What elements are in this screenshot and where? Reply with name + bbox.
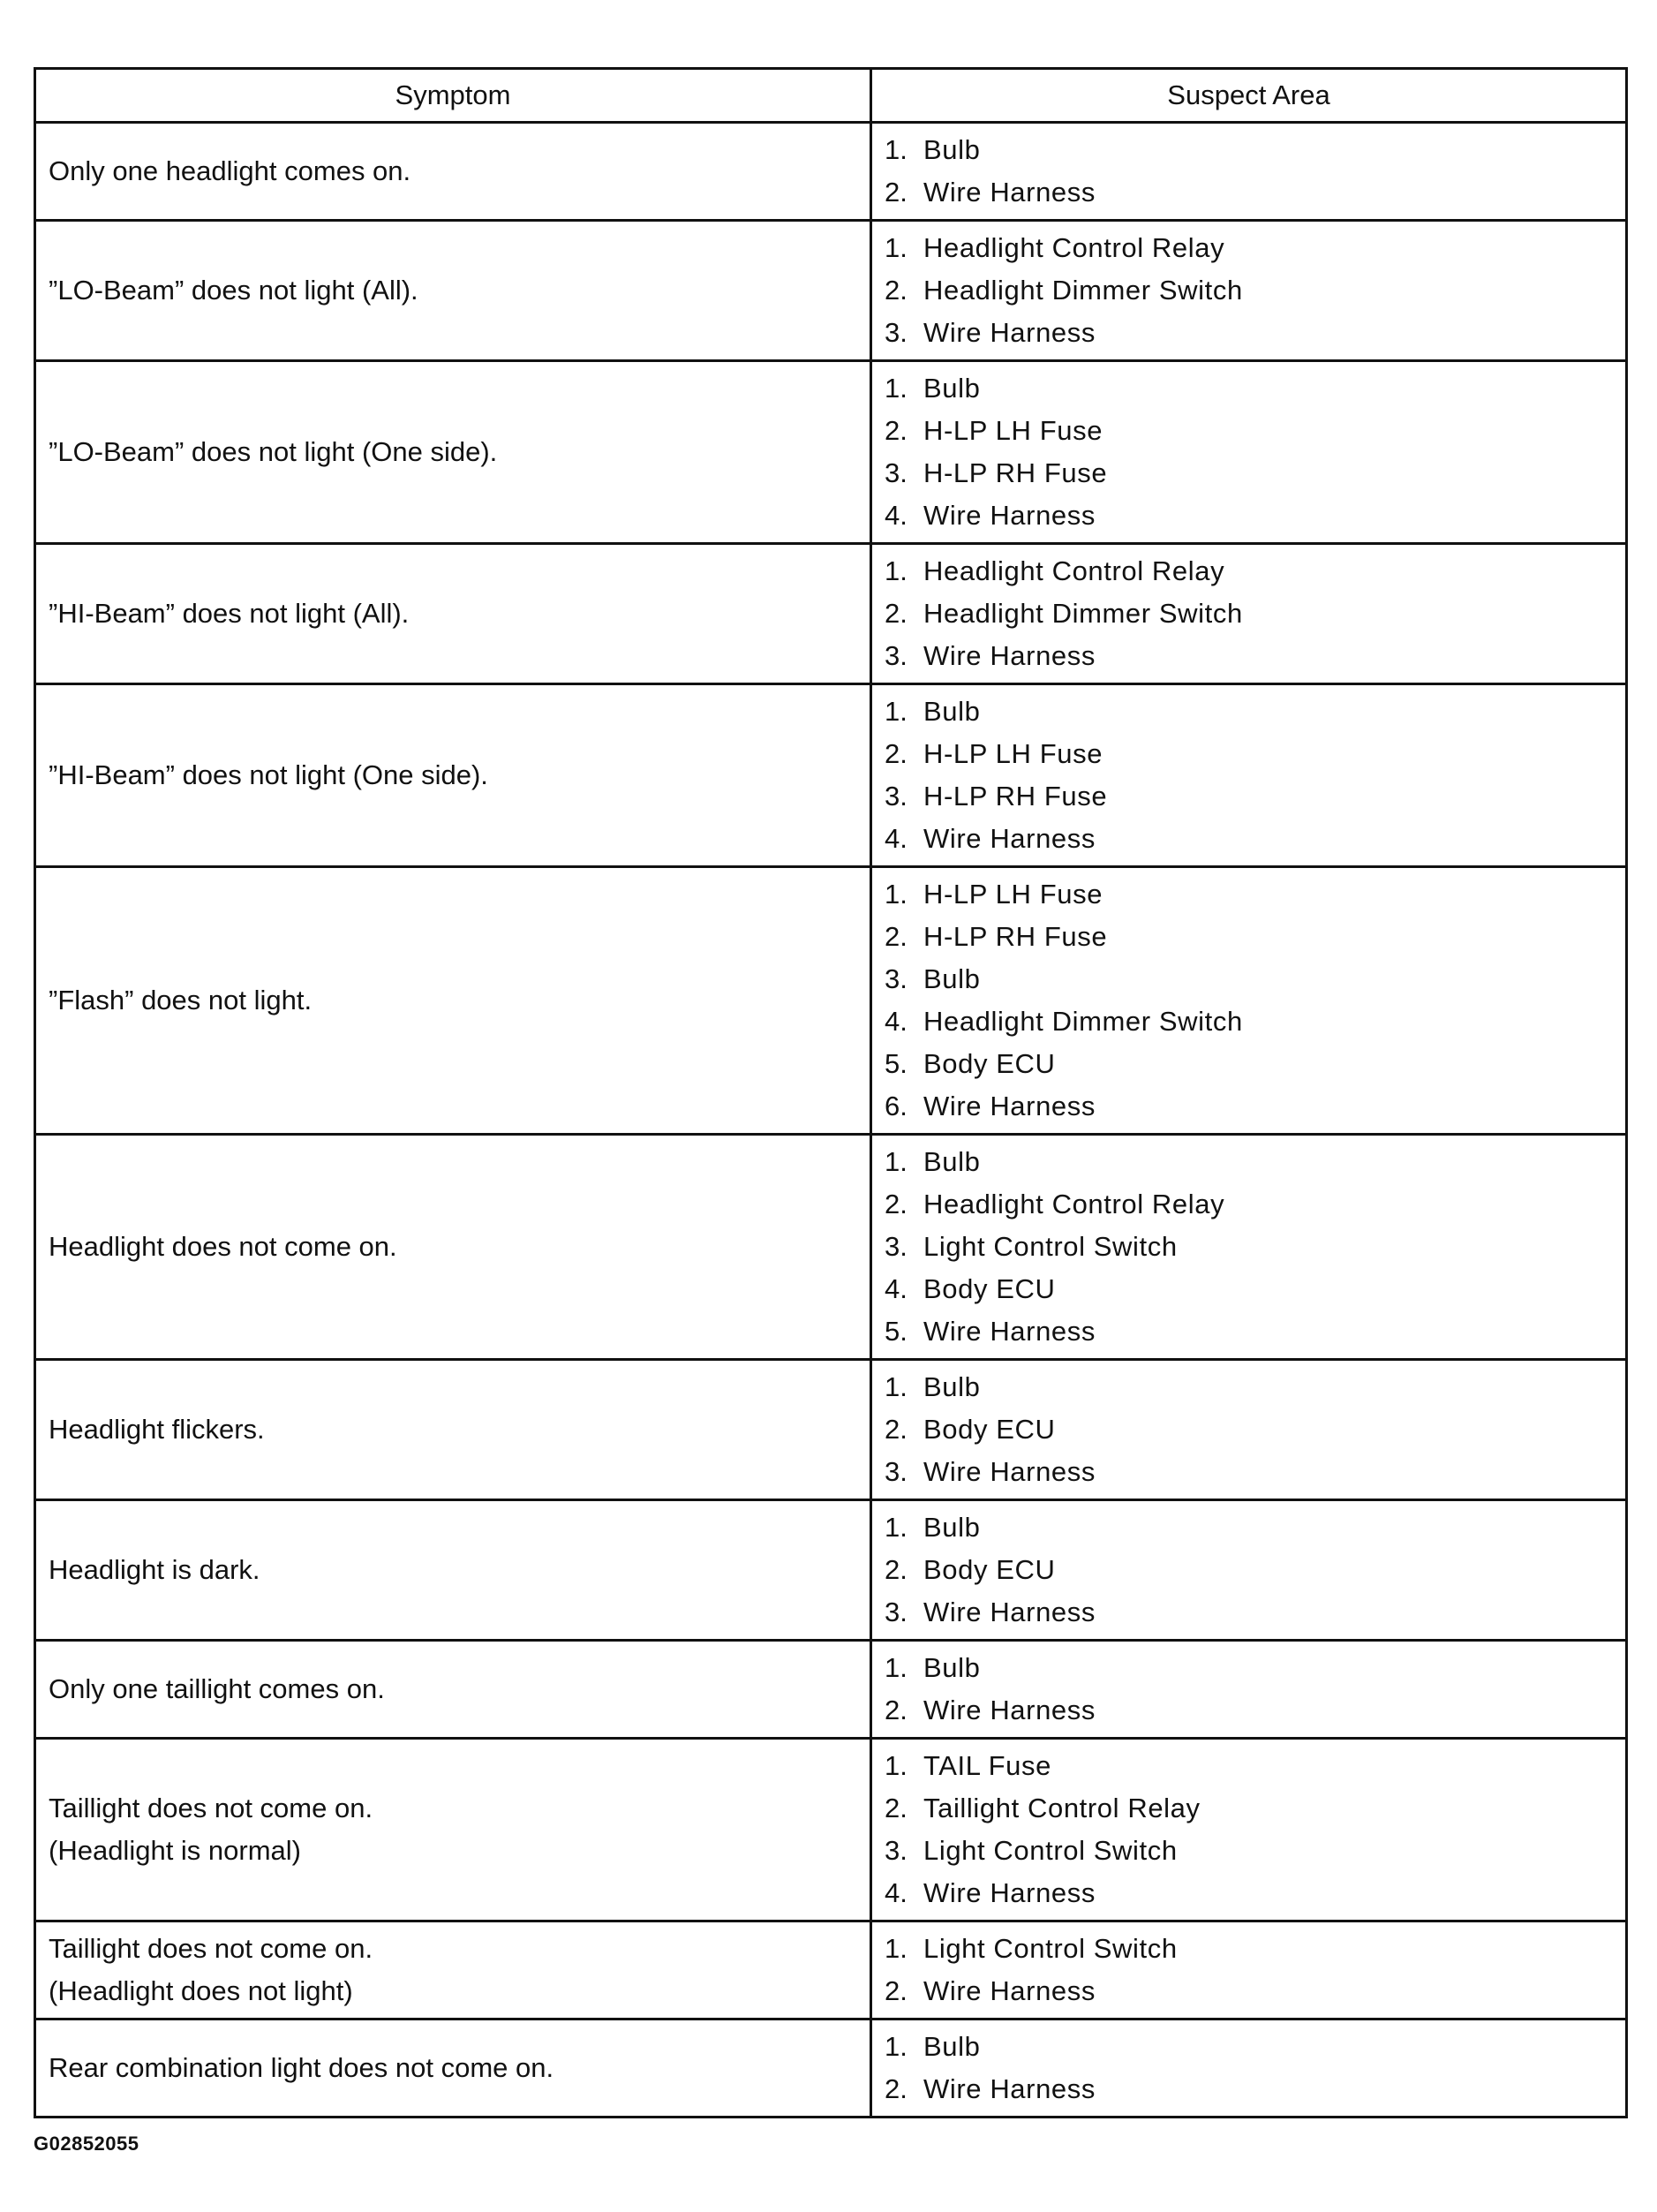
suspect-item bbox=[885, 269, 1613, 312]
suspect-number: 3. bbox=[885, 1835, 908, 1866]
suspect-text: Wire Harness bbox=[923, 177, 1096, 208]
suspect-list bbox=[885, 1647, 1613, 1732]
suspect-number: 2. bbox=[885, 1189, 908, 1219]
suspect-text: TAIL Fuse bbox=[923, 1750, 1051, 1781]
suspect-number: 3. bbox=[885, 640, 908, 671]
suspect-area-cell bbox=[871, 1360, 1627, 1500]
suspect-number: 1. bbox=[885, 2031, 908, 2062]
suspect-text: Bulb bbox=[923, 134, 981, 165]
suspect-text: H-LP RH Fuse bbox=[923, 781, 1108, 812]
suspect-item bbox=[885, 312, 1613, 354]
symptom-text: (Headlight does not light) bbox=[49, 1975, 353, 2006]
suspect-text: Bulb bbox=[923, 696, 981, 727]
suspect-number: 2. bbox=[885, 1414, 908, 1445]
suspect-item bbox=[885, 1366, 1613, 1408]
suspect-text: Wire Harness bbox=[923, 823, 1096, 854]
table-row bbox=[35, 1921, 1627, 2019]
suspect-text: H-LP RH Fuse bbox=[923, 457, 1108, 488]
symptom-text: Headlight flickers. bbox=[49, 1414, 265, 1445]
suspect-area-cell bbox=[871, 867, 1627, 1135]
suspect-list bbox=[885, 691, 1613, 860]
suspect-number: 1. bbox=[885, 879, 908, 910]
suspect-item bbox=[885, 1970, 1613, 2012]
suspect-text: H-LP LH Fuse bbox=[923, 738, 1103, 769]
suspect-number: 5. bbox=[885, 1048, 908, 1079]
suspect-number: 1. bbox=[885, 1652, 908, 1683]
suspect-list bbox=[885, 1141, 1613, 1353]
suspect-item bbox=[885, 1310, 1613, 1353]
suspect-number: 4. bbox=[885, 1273, 908, 1304]
suspect-item bbox=[885, 1591, 1613, 1634]
suspect-number: 1. bbox=[885, 1146, 908, 1177]
symptom-cell bbox=[35, 1360, 871, 1500]
symptom-cell bbox=[35, 361, 871, 544]
symptom-cell bbox=[35, 1135, 871, 1360]
symptom-text: ”HI-Beam” does not light (One side). bbox=[49, 759, 488, 790]
suspect-item bbox=[885, 1872, 1613, 1914]
suspect-item bbox=[885, 1085, 1613, 1128]
suspect-text: Wire Harness bbox=[923, 1975, 1096, 2006]
suspect-text: Headlight Dimmer Switch bbox=[923, 598, 1243, 629]
suspect-item bbox=[885, 1141, 1613, 1183]
suspect-number: 3. bbox=[885, 457, 908, 488]
suspect-item bbox=[885, 775, 1613, 818]
symptom-text: ”LO-Beam” does not light (One side). bbox=[49, 436, 498, 467]
suspect-number: 4. bbox=[885, 823, 908, 854]
suspect-number: 4. bbox=[885, 1877, 908, 1908]
suspect-list bbox=[885, 1506, 1613, 1634]
suspect-number: 3. bbox=[885, 1456, 908, 1487]
symptom-text: (Headlight is normal) bbox=[49, 1835, 301, 1866]
figure-code: G02852055 bbox=[34, 2133, 139, 2155]
suspect-item bbox=[885, 550, 1613, 593]
symptom-text: Headlight does not come on. bbox=[49, 1231, 397, 1262]
suspect-text: Bulb bbox=[923, 373, 981, 404]
table-row bbox=[35, 1641, 1627, 1739]
suspect-item bbox=[885, 1183, 1613, 1226]
suspect-area-column-header: Suspect Area bbox=[871, 69, 1627, 123]
suspect-text: Body ECU bbox=[923, 1048, 1056, 1079]
suspect-area-cell bbox=[871, 221, 1627, 361]
symptom-text: Taillight does not come on. bbox=[49, 1793, 373, 1823]
table-row bbox=[35, 361, 1627, 544]
suspect-area-cell bbox=[871, 1641, 1627, 1739]
table-row bbox=[35, 684, 1627, 867]
suspect-item bbox=[885, 1451, 1613, 1493]
suspect-text: H-LP LH Fuse bbox=[923, 415, 1103, 446]
suspect-text: Bulb bbox=[923, 1146, 981, 1177]
diagnosis-sheet bbox=[34, 67, 1625, 2118]
suspect-area-cell bbox=[871, 544, 1627, 684]
suspect-item bbox=[885, 367, 1613, 410]
symptom-text: Only one taillight comes on. bbox=[49, 1673, 385, 1704]
suspect-text: Wire Harness bbox=[923, 1456, 1096, 1487]
suspect-text: Light Control Switch bbox=[923, 1835, 1178, 1866]
symptom-text: Rear combination light does not come on. bbox=[49, 2052, 554, 2083]
suspect-number: 1. bbox=[885, 232, 908, 263]
suspect-number: 1. bbox=[885, 373, 908, 404]
suspect-number: 2. bbox=[885, 921, 908, 952]
suspect-item bbox=[885, 958, 1613, 1000]
suspect-text: Wire Harness bbox=[923, 1597, 1096, 1627]
suspect-text: H-LP LH Fuse bbox=[923, 879, 1103, 910]
symptom-text: Only one headlight comes on. bbox=[49, 155, 411, 186]
suspect-item bbox=[885, 2026, 1613, 2068]
suspect-item bbox=[885, 227, 1613, 269]
symptom-cell bbox=[35, 1500, 871, 1641]
symptom-cell bbox=[35, 221, 871, 361]
header-row bbox=[35, 69, 1627, 123]
suspect-text: Wire Harness bbox=[923, 500, 1096, 531]
table-row bbox=[35, 123, 1627, 221]
suspect-area-cell bbox=[871, 684, 1627, 867]
suspect-text: Wire Harness bbox=[923, 1091, 1096, 1121]
suspect-number: 2. bbox=[885, 738, 908, 769]
suspect-item bbox=[885, 873, 1613, 916]
suspect-text: Bulb bbox=[923, 1652, 981, 1683]
suspect-text: Headlight Control Relay bbox=[923, 555, 1225, 586]
suspect-text: Wire Harness bbox=[923, 1316, 1096, 1347]
suspect-item bbox=[885, 1689, 1613, 1732]
suspect-item bbox=[885, 1787, 1613, 1830]
suspect-list bbox=[885, 550, 1613, 677]
suspect-area-cell bbox=[871, 1500, 1627, 1641]
suspect-number: 2. bbox=[885, 415, 908, 446]
table-row bbox=[35, 221, 1627, 361]
table-row bbox=[35, 544, 1627, 684]
suspect-number: 1. bbox=[885, 1750, 908, 1781]
suspect-text: H-LP RH Fuse bbox=[923, 921, 1108, 952]
suspect-item bbox=[885, 593, 1613, 635]
suspect-text: Headlight Control Relay bbox=[923, 232, 1225, 263]
suspect-text: Headlight Dimmer Switch bbox=[923, 275, 1243, 306]
suspect-text: Body ECU bbox=[923, 1273, 1056, 1304]
suspect-text: Bulb bbox=[923, 1371, 981, 1402]
suspect-text: Headlight Control Relay bbox=[923, 1189, 1225, 1219]
suspect-number: 1. bbox=[885, 1371, 908, 1402]
suspect-item bbox=[885, 1549, 1613, 1591]
suspect-number: 3. bbox=[885, 781, 908, 812]
suspect-item bbox=[885, 1268, 1613, 1310]
suspect-number: 2. bbox=[885, 598, 908, 629]
suspect-number: 2. bbox=[885, 177, 908, 208]
suspect-item bbox=[885, 410, 1613, 452]
table-row bbox=[35, 867, 1627, 1135]
suspect-text: Body ECU bbox=[923, 1414, 1056, 1445]
table-row bbox=[35, 2019, 1627, 2118]
symptom-text: ”Flash” does not light. bbox=[49, 985, 313, 1015]
suspect-number: 2. bbox=[885, 275, 908, 306]
suspect-item bbox=[885, 2068, 1613, 2110]
table-row bbox=[35, 1360, 1627, 1500]
suspect-area-cell bbox=[871, 1135, 1627, 1360]
suspect-item bbox=[885, 1745, 1613, 1787]
suspect-item bbox=[885, 1043, 1613, 1085]
suspect-number: 1. bbox=[885, 696, 908, 727]
suspect-text: Bulb bbox=[923, 1512, 981, 1543]
suspect-number: 2. bbox=[885, 1695, 908, 1725]
symptom-text: Headlight is dark. bbox=[49, 1554, 260, 1585]
symptom-cell bbox=[35, 1739, 871, 1921]
suspect-item bbox=[885, 171, 1613, 214]
suspect-number: 1. bbox=[885, 555, 908, 586]
suspect-number: 6. bbox=[885, 1091, 908, 1121]
suspect-item bbox=[885, 494, 1613, 537]
table-row bbox=[35, 1500, 1627, 1641]
suspect-item bbox=[885, 1226, 1613, 1268]
suspect-text: Body ECU bbox=[923, 1554, 1056, 1585]
suspect-number: 3. bbox=[885, 317, 908, 348]
suspect-number: 3. bbox=[885, 1231, 908, 1262]
suspect-text: Taillight Control Relay bbox=[923, 1793, 1201, 1823]
suspect-number: 3. bbox=[885, 963, 908, 994]
suspect-item bbox=[885, 916, 1613, 958]
symptom-cell bbox=[35, 2019, 871, 2118]
suspect-text: Wire Harness bbox=[923, 2073, 1096, 2104]
suspect-text: Light Control Switch bbox=[923, 1933, 1178, 1964]
suspect-list bbox=[885, 1745, 1613, 1914]
suspect-item bbox=[885, 818, 1613, 860]
suspect-text: Wire Harness bbox=[923, 317, 1096, 348]
suspect-number: 4. bbox=[885, 500, 908, 531]
suspect-item bbox=[885, 635, 1613, 677]
suspect-number: 2. bbox=[885, 1793, 908, 1823]
suspect-text: Wire Harness bbox=[923, 1877, 1096, 1908]
suspect-number: 1. bbox=[885, 1933, 908, 1964]
suspect-list bbox=[885, 873, 1613, 1128]
suspect-item bbox=[885, 733, 1613, 775]
suspect-item bbox=[885, 1000, 1613, 1043]
symptom-text: Taillight does not come on. bbox=[49, 1933, 373, 1964]
suspect-text: Bulb bbox=[923, 2031, 981, 2062]
suspect-item bbox=[885, 1506, 1613, 1549]
symptom-cell bbox=[35, 1921, 871, 2019]
suspect-text: Wire Harness bbox=[923, 640, 1096, 671]
suspect-number: 1. bbox=[885, 134, 908, 165]
suspect-item bbox=[885, 1647, 1613, 1689]
suspect-list bbox=[885, 129, 1613, 214]
symptom-text: ”HI-Beam” does not light (All). bbox=[49, 598, 410, 629]
suspect-list bbox=[885, 2026, 1613, 2110]
symptom-cell bbox=[35, 544, 871, 684]
suspect-item bbox=[885, 452, 1613, 494]
symptom-cell bbox=[35, 1641, 871, 1739]
suspect-item bbox=[885, 1928, 1613, 1970]
suspect-area-cell bbox=[871, 1739, 1627, 1921]
suspect-area-cell bbox=[871, 1921, 1627, 2019]
suspect-number: 3. bbox=[885, 1597, 908, 1627]
suspect-number: 2. bbox=[885, 1554, 908, 1585]
suspect-number: 2. bbox=[885, 2073, 908, 2104]
suspect-number: 2. bbox=[885, 1975, 908, 2006]
suspect-area-cell bbox=[871, 123, 1627, 221]
suspect-number: 5. bbox=[885, 1316, 908, 1347]
suspect-item bbox=[885, 691, 1613, 733]
suspect-area-cell bbox=[871, 361, 1627, 544]
suspect-text: Headlight Dimmer Switch bbox=[923, 1006, 1243, 1037]
problem-symptoms-table bbox=[34, 67, 1628, 2118]
table-row bbox=[35, 1739, 1627, 1921]
suspect-area-cell bbox=[871, 2019, 1627, 2118]
suspect-text: Light Control Switch bbox=[923, 1231, 1178, 1262]
symptom-cell bbox=[35, 684, 871, 867]
suspect-number: 1. bbox=[885, 1512, 908, 1543]
suspect-list bbox=[885, 1928, 1613, 2012]
suspect-list bbox=[885, 367, 1613, 537]
suspect-text: Bulb bbox=[923, 963, 981, 994]
symptom-cell bbox=[35, 123, 871, 221]
suspect-text: Wire Harness bbox=[923, 1695, 1096, 1725]
suspect-list bbox=[885, 1366, 1613, 1493]
suspect-number: 4. bbox=[885, 1006, 908, 1037]
suspect-item bbox=[885, 1830, 1613, 1872]
table-row bbox=[35, 1135, 1627, 1360]
symptom-column-header: Symptom bbox=[35, 69, 871, 123]
symptom-text: ”LO-Beam” does not light (All). bbox=[49, 275, 418, 306]
symptom-cell bbox=[35, 867, 871, 1135]
table-body bbox=[35, 123, 1627, 2118]
suspect-item bbox=[885, 1408, 1613, 1451]
suspect-item bbox=[885, 129, 1613, 171]
suspect-list bbox=[885, 227, 1613, 354]
